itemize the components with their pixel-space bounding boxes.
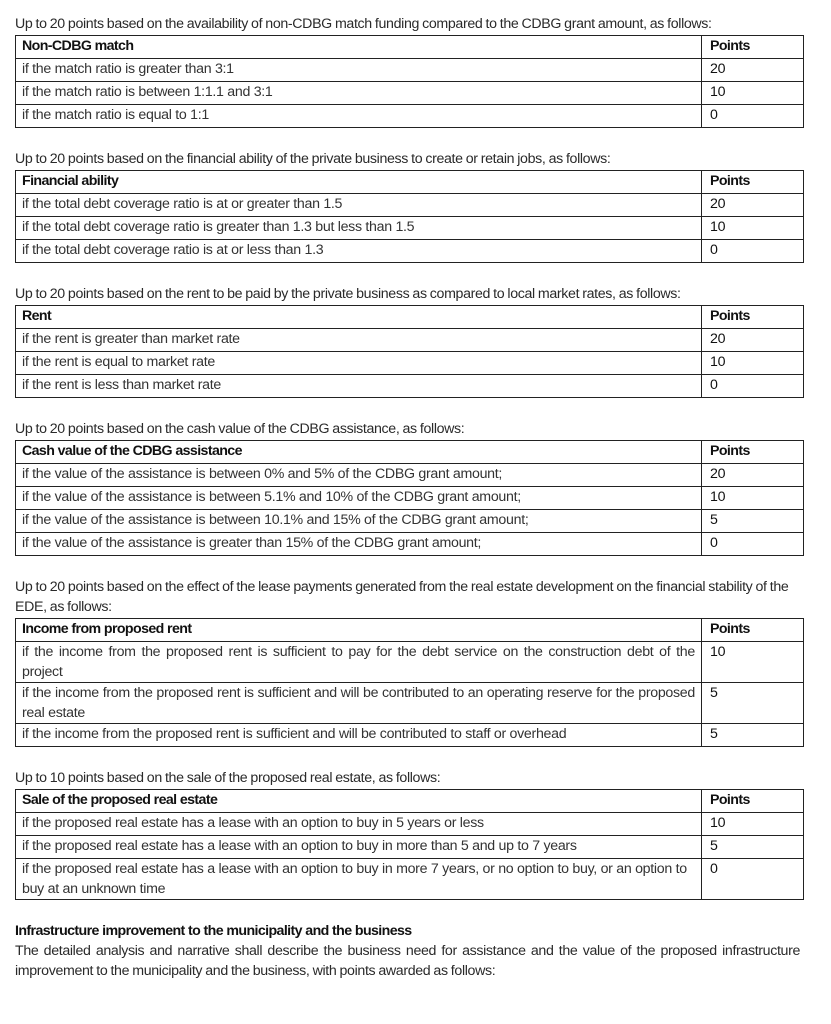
points-cell: 0: [702, 859, 804, 900]
table-row: [16, 240, 804, 263]
points-header: Points: [702, 171, 804, 194]
criterion-header: Cash value of the CDBG assistance: [16, 441, 702, 464]
section-intro: Up to 20 points based on the rent to be paid by the private business as compared to local market rates, as follows:: [15, 286, 681, 302]
table-header-row: [16, 441, 804, 464]
points-header: Points: [702, 790, 804, 813]
criterion-cell: if the income from the proposed rent is sufficient and will be contributed to an operating reserve for the proposed real estate: [16, 683, 702, 724]
points-header: Points: [702, 441, 804, 464]
section-intro: Up to 20 points based on the effect of the lease payments generated from the real estate development on the financial stability of the EDE, as follows:: [15, 579, 789, 615]
document-page: [15, 14, 800, 1002]
table-row: [16, 217, 804, 240]
criterion-cell: if the value of the assistance is between 5.1% and 10% of the CDBG grant amount;: [16, 487, 702, 510]
points-cell: 0: [702, 375, 804, 398]
criterion-cell: if the proposed real estate has a lease with an option to buy in more than 5 and up to 7 years: [16, 836, 702, 859]
table-header-row: [16, 36, 804, 59]
table-header-row: [16, 306, 804, 329]
table-row: [16, 533, 804, 556]
criterion-cell: if the match ratio is equal to 1:1: [16, 105, 702, 128]
points-header: Points: [702, 306, 804, 329]
scoring-table: [15, 170, 804, 263]
section-cash-value: [15, 419, 800, 556]
table-row: [16, 464, 804, 487]
points-cell: 10: [702, 813, 804, 836]
section-intro: Up to 10 points based on the sale of the proposed real estate, as follows:: [15, 770, 441, 786]
points-cell: 5: [702, 836, 804, 859]
criterion-cell: if the total debt coverage ratio is greater than 1.3 but less than 1.5: [16, 217, 702, 240]
scoring-table: [15, 35, 804, 128]
criterion-header: Sale of the proposed real estate: [16, 790, 702, 813]
points-cell: 20: [702, 59, 804, 82]
points-cell: 10: [702, 352, 804, 375]
points-cell: 10: [702, 217, 804, 240]
table-row: [16, 487, 804, 510]
points-header: Points: [702, 619, 804, 642]
table-header-row: [16, 619, 804, 642]
scoring-table: [15, 618, 804, 747]
table-row: [16, 724, 804, 747]
table-row: [16, 82, 804, 105]
scoring-table: [15, 305, 804, 398]
points-cell: 0: [702, 533, 804, 556]
criterion-header: Financial ability: [16, 171, 702, 194]
table-row: [16, 813, 804, 836]
criterion-cell: if the value of the assistance is greater than 15% of the CDBG grant amount;: [16, 533, 702, 556]
points-cell: 10: [702, 82, 804, 105]
table-row: [16, 683, 804, 724]
criterion-header: Income from proposed rent: [16, 619, 702, 642]
criterion-cell: if the income from the proposed rent is sufficient and will be contributed to staff or overhead: [16, 724, 702, 747]
points-cell: 20: [702, 329, 804, 352]
section-income-proposed-rent: [15, 577, 800, 747]
section-rent: [15, 284, 800, 398]
table-row: [16, 59, 804, 82]
table-row: [16, 329, 804, 352]
section-intro: Up to 20 points based on the cash value of the CDBG assistance, as follows:: [15, 421, 465, 437]
table-row: [16, 194, 804, 217]
criterion-cell: if the proposed real estate has a lease with an option to buy in 5 years or less: [16, 813, 702, 836]
points-cell: 10: [702, 487, 804, 510]
infrastructure-body: The detailed analysis and narrative shall describe the business need for assistance and the value of the proposed infrastructure improvement to the municipality and the business, with points awarded as follows:: [15, 943, 800, 979]
section-infrastructure: [15, 921, 800, 981]
points-cell: 5: [702, 724, 804, 747]
table-row: [16, 836, 804, 859]
section-financial-ability: [15, 149, 800, 263]
points-cell: 5: [702, 683, 804, 724]
table-row: [16, 375, 804, 398]
criterion-cell: if the value of the assistance is between 10.1% and 15% of the CDBG grant amount;: [16, 510, 702, 533]
points-cell: 0: [702, 105, 804, 128]
table-row: [16, 510, 804, 533]
criterion-cell: if the income from the proposed rent is sufficient to pay for the debt service on the construction debt of the project: [16, 642, 702, 683]
points-cell: 20: [702, 194, 804, 217]
points-cell: 20: [702, 464, 804, 487]
table-row: [16, 642, 804, 683]
points-cell: 0: [702, 240, 804, 263]
criterion-cell: if the value of the assistance is between 0% and 5% of the CDBG grant amount;: [16, 464, 702, 487]
scoring-table: [15, 789, 804, 900]
infrastructure-title: Infrastructure improvement to the municipality and the business: [15, 923, 412, 939]
criterion-cell: if the rent is equal to market rate: [16, 352, 702, 375]
criterion-cell: if the proposed real estate has a lease with an option to buy in more 7 years, or no option to buy, or an option to buy at an unknown time: [16, 859, 702, 900]
criterion-cell: if the match ratio is greater than 3:1: [16, 59, 702, 82]
table-row: [16, 859, 804, 900]
criterion-cell: if the total debt coverage ratio is at or greater than 1.5: [16, 194, 702, 217]
criterion-cell: if the total debt coverage ratio is at or less than 1.3: [16, 240, 702, 263]
criterion-cell: if the rent is less than market rate: [16, 375, 702, 398]
criterion-cell: if the rent is greater than market rate: [16, 329, 702, 352]
section-intro: Up to 20 points based on the financial ability of the private business to create or retain jobs, as follows:: [15, 151, 611, 167]
table-header-row: [16, 790, 804, 813]
section-non-cdbg-match: [15, 14, 800, 128]
scoring-table: [15, 440, 804, 556]
criterion-header: Rent: [16, 306, 702, 329]
criterion-cell: if the match ratio is between 1:1.1 and 3:1: [16, 82, 702, 105]
table-row: [16, 352, 804, 375]
table-row: [16, 105, 804, 128]
points-cell: 5: [702, 510, 804, 533]
criterion-header: Non-CDBG match: [16, 36, 702, 59]
section-sale-real-estate: [15, 768, 800, 900]
section-intro: Up to 20 points based on the availability of non-CDBG match funding compared to the CDBG grant amount, as follows:: [15, 16, 712, 32]
points-cell: 10: [702, 642, 804, 683]
table-header-row: [16, 171, 804, 194]
points-header: Points: [702, 36, 804, 59]
